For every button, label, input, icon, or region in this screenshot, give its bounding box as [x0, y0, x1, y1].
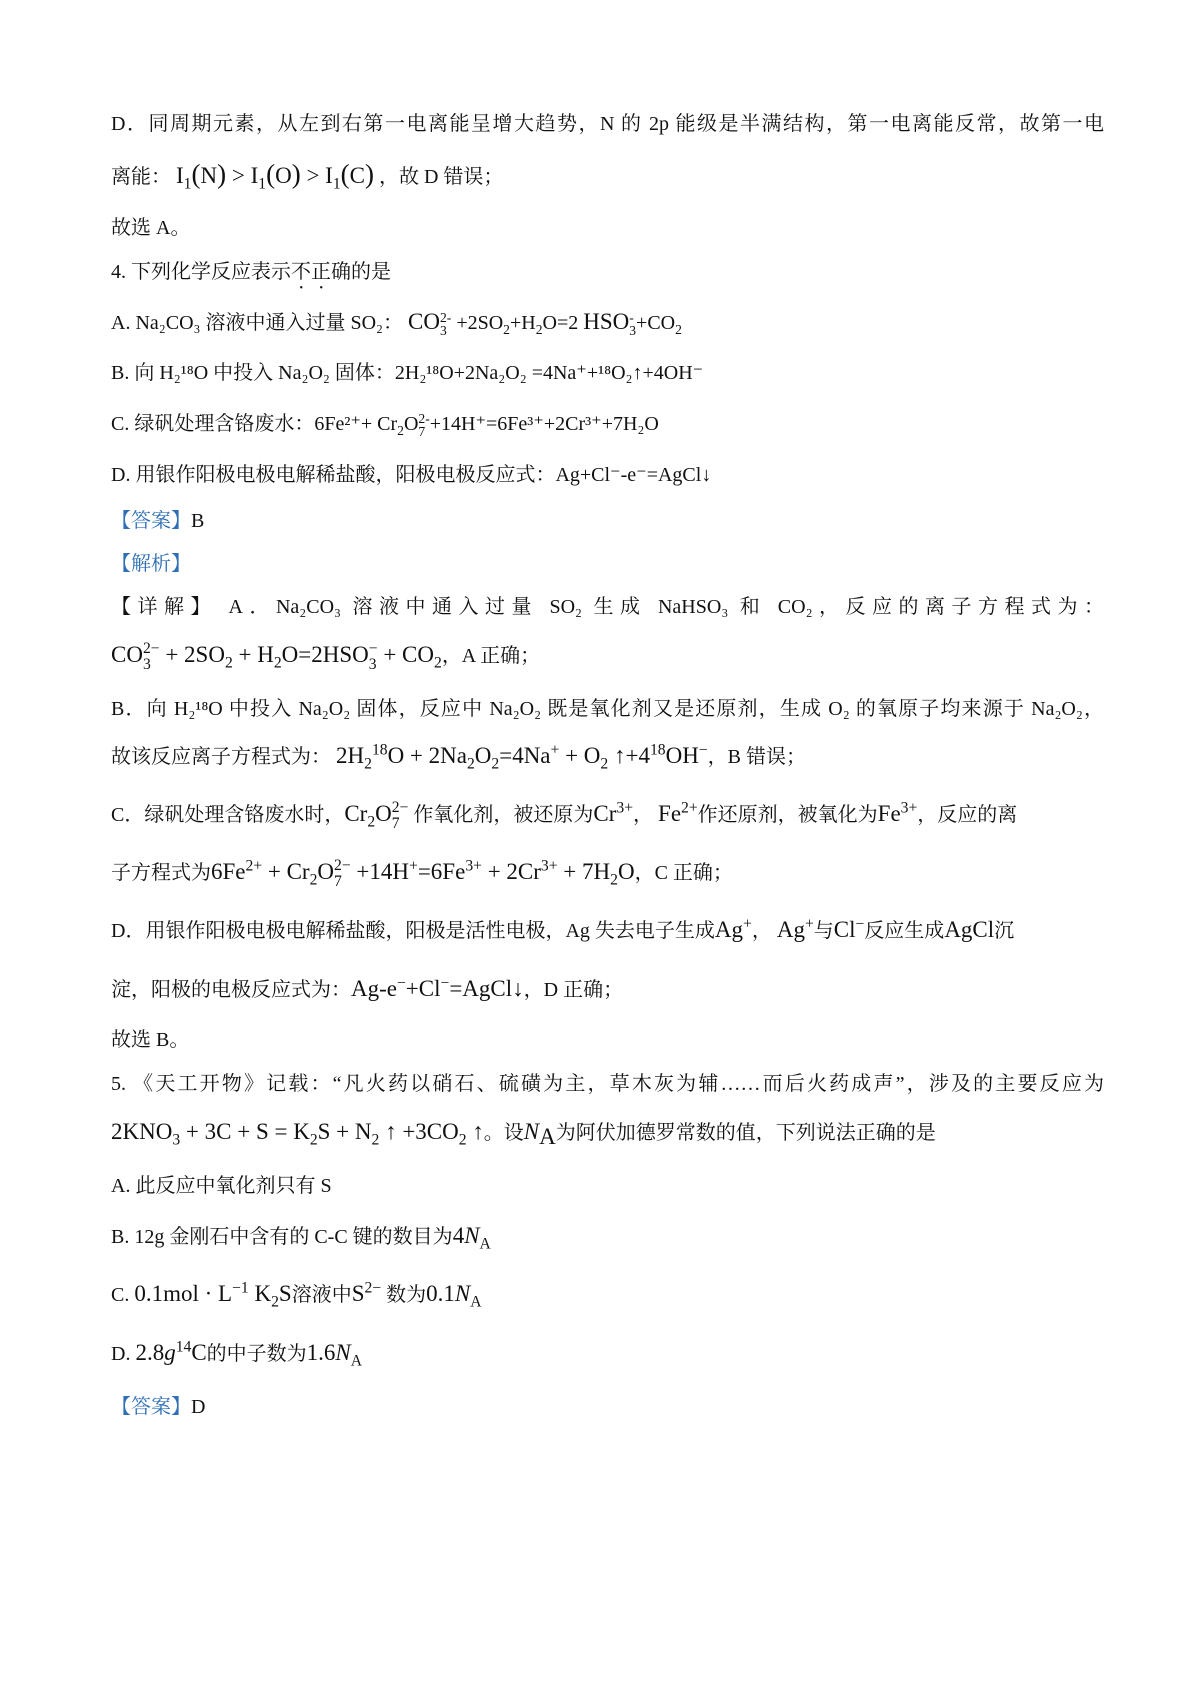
q5-option-c	[111, 1280, 1104, 1309]
q4-stem-b: 确的是	[331, 261, 391, 283]
q5-stem1: 5. 《天工开物》记载：“凡火药以硝石、硫磺为主，草木灰为辅……而后火药成声”，涉及的主要反应为	[111, 1073, 1104, 1095]
q5-option-b	[111, 1222, 1104, 1251]
formula-fe2: $Fe^{2+}$	[658, 799, 698, 826]
q4-detail-d1-b: ，	[751, 920, 772, 942]
q5-option-c-mid: 溶液中	[291, 1284, 352, 1306]
q4-detail-b2-tail: ，B 错误；	[707, 746, 806, 768]
formula-q4-detail-d: Ag-e−+Cl−=AgCl↓	[351, 974, 524, 1001]
q4-detail-d1-c: 与	[813, 920, 834, 942]
q3-d-line2	[111, 160, 1104, 191]
q5-stem2-mid: 。设	[483, 1122, 524, 1144]
q4-detail-b1: B．向 H₂¹⁸O 中投入 Na₂O₂ 固体，反应中 Na₂O₂ 既是氧化剂又是还原剂，生成 O₂ 的氧原子均来源于 Na₂O₂，	[111, 698, 1104, 720]
q4-stem-emph: 不正	[291, 261, 331, 283]
formula-cl-minus: Cl−	[833, 915, 865, 942]
q3-choose: 故选 A。	[111, 217, 191, 239]
formula-01na: $0.1N_A$	[426, 1281, 482, 1311]
q4-option-b: B. 向 H₂¹⁸O 中投入 Na₂O₂ 固体：2H₂¹⁸O+2Na₂O₂ =4Na⁺+¹⁸O₂↑+4OH⁻	[111, 362, 704, 384]
q4-detail-c1-a: C．绿矾处理含铬废水时，	[111, 804, 345, 826]
q4-detail-a1-text: A．Na₂CO₃ 溶液中通入过量 SO₂ 生成 NaHSO₃ 和 CO₂，反应的离子方程式为：	[228, 596, 1105, 618]
formula-fe3: $Fe^{3+}$	[877, 799, 918, 826]
q5-option-c-label: C.	[111, 1284, 130, 1306]
q5-option-d	[111, 1339, 1104, 1368]
q4-stem-a: 4. 下列化学反应表示	[111, 261, 291, 283]
q4-detail-a2	[111, 641, 1104, 672]
q4-detail-b2	[111, 742, 1104, 771]
q5-answer-label: 【答案】	[111, 1396, 191, 1418]
q4-detail-d1-a: D．用银作阳极电极电解稀盐酸，阳极是活性电极，Ag 失去电子生成	[111, 920, 715, 942]
formula-ag-plus-2: Ag+	[776, 915, 814, 942]
q5-option-d-label: D.	[111, 1343, 131, 1365]
q5-stem2: $2KNO_3 + 3C + S = K_2S + N_2$ ↑ $+3CO_2$ ↑。设$N_A$为阿伏加德罗常数的值，下列说法正确的是	[111, 1119, 936, 1149]
formula-agcl: AgCl	[944, 917, 995, 942]
formula-concentration: $0.1mol \cdot L^{-1}$ $K_2S$	[134, 1279, 292, 1311]
q4-option-c	[111, 410, 1104, 439]
q5-answer-value: D	[191, 1396, 206, 1418]
formula-dichromate: $Cr_2O$ 2- 7	[372, 410, 430, 440]
q4-option-a-text: A. Na₂CO₃ 溶液中通入过量 SO₂：	[111, 312, 404, 334]
q3-d-line2-tail: ，故 D 错误；	[378, 166, 504, 188]
q4-detail-c1-d: 作还原剂，被氧化为	[697, 804, 878, 826]
q4-detail-c2-lead: 子方程式为	[111, 862, 211, 884]
formula-dichromate-2: $Cr_2O$ 2− 7	[344, 799, 409, 832]
q5-stem2-tail: 为阿伏加德罗常数的值，下列说法正确的是	[555, 1122, 936, 1144]
q4-option-c-text: C. 绿矾处理含铬废水：6Fe²⁺+	[111, 413, 373, 435]
q4-detail-a2-tail: ，A 正确；	[441, 645, 541, 667]
formula-q4-a: CO 2- 3 $+2SO_2+H_2O=2$ HSO - 3 $+CO_2$	[408, 309, 682, 339]
q4-option-d: D. 用银作阳极电极电解稀盐酸，阳极电极反应式：Ag+Cl⁻-e⁻=AgCl↓	[111, 464, 712, 486]
q4-answer-value: B	[191, 510, 205, 532]
formula-16na: $1.6N_A$	[306, 1340, 363, 1370]
formula-q4-detail-c: $6Fe^{2+} + Cr_2O$ 2− 7 $+14H^+=6Fe^{3+} + 2Cr^{3+} + 7H_2O$	[211, 857, 635, 890]
formula-ag-plus: Ag+	[714, 915, 752, 942]
q4-detail-d2	[111, 975, 1104, 1004]
formula-q4-detail-b: $2H_2^{18}O + 2Na_2O_2=4Na^+ + O_2$ $↑+4^{18}OH^-$	[336, 741, 708, 773]
formula-s2minus: $S^{2-}$	[351, 1279, 382, 1306]
q4-option-c-tail: +14H⁺=6Fe³⁺+2Cr³⁺+7H₂O	[429, 413, 659, 435]
q4-stem	[111, 258, 1104, 294]
q5-option-a: A. 此反应中氧化剂只有 S	[111, 1175, 332, 1197]
q3-d-line2-lead: 离能：	[111, 166, 171, 188]
q3-d-line1: D．同周期元素，从左到右第一电离能呈增大趋势，N 的 2p 能级是半满结构，第一电离能反常，故第一电	[111, 113, 1104, 135]
q5-option-b-text: B. 12g 金刚石中含有的 C-C 键的数目为	[111, 1226, 453, 1248]
q5-option-d-mid: 的中子数为	[206, 1343, 307, 1365]
q4-answer	[111, 507, 1104, 535]
symbol-na: N	[523, 1119, 540, 1144]
formula-c14: $2.8g^{14}C$	[135, 1338, 207, 1365]
q5-option-c-mid2: 数为	[386, 1284, 427, 1306]
q4-detail-c1-b: 作氧化剂，被还原为	[413, 804, 594, 826]
q4-choose: 故选 B。	[111, 1029, 190, 1051]
q4-detail-a1	[111, 593, 1104, 621]
formula-gunpowder: $2KNO_3 + 3C + S = K_2S + N_2$ ↑ $+3CO_2$ ↑	[111, 1119, 484, 1149]
q4-detail-b2-lead: 故该反应离子方程式为：	[111, 746, 331, 768]
q4-detail-d1-e: 沉	[994, 920, 1015, 942]
q4-detail-d1-d: 反应生成	[864, 920, 945, 942]
q5-answer	[111, 1393, 1104, 1421]
q4-detail-d1	[111, 916, 1104, 945]
q4-detail-c2-tail: ，C 正确；	[634, 862, 733, 884]
q4-detail-c1	[111, 800, 1104, 831]
formula-4na: $4N_A$	[452, 1223, 491, 1253]
detail-label: 【详解】	[111, 596, 217, 618]
q4-detail-d2-tail: ，D 正确；	[523, 979, 624, 1001]
q4-answer-label: 【答案】	[111, 510, 191, 532]
formula-cr3: $Cr^{3+}$	[593, 799, 634, 826]
formula-q4-detail-a: CO 2− 3 + $2SO_2 + H_2O=2HSO$ − 3 + $CO_2$	[111, 640, 442, 673]
q4-detail-d2-lead: 淀，阳极的电极反应式为：	[111, 979, 351, 1001]
q4-analysis-label: 【解析】	[111, 553, 191, 575]
q4-detail-c2	[111, 858, 1104, 889]
q4-detail-c1-c: ，	[633, 804, 654, 826]
q4-option-a	[111, 308, 1104, 338]
formula-ionization-order: $I_1(N) > I_1(O) > I_1(C)$	[176, 159, 374, 193]
q4-detail-c1-e: ，反应的离	[917, 804, 1018, 826]
